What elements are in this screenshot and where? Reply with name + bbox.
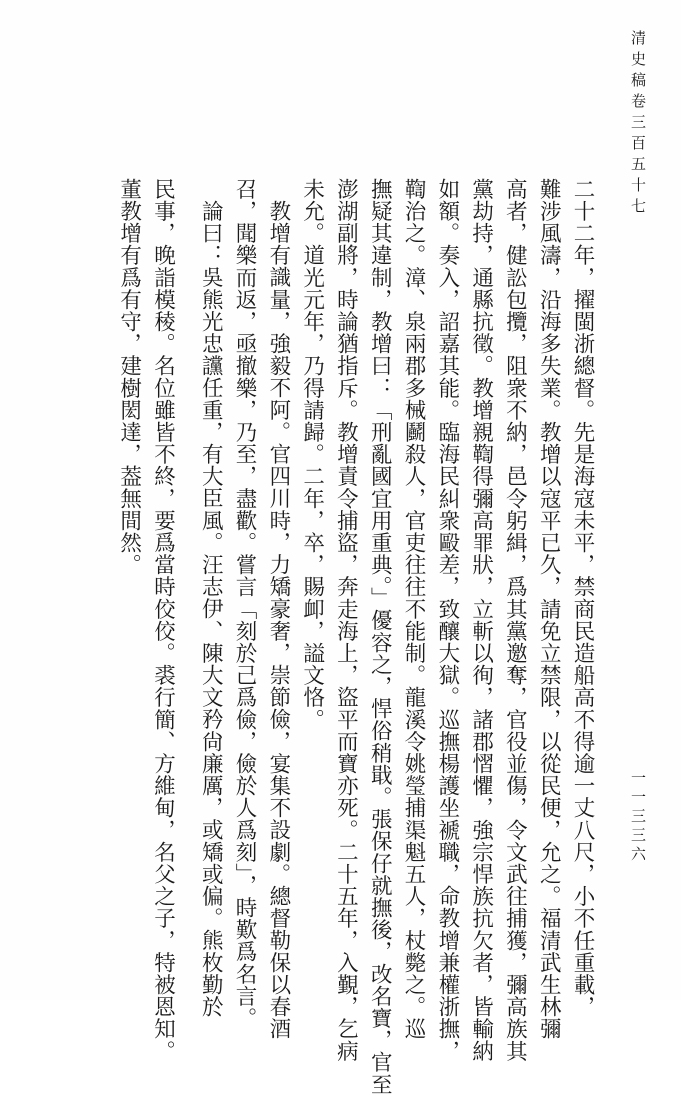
body-text [112,178,599,1095]
text-column-7: 撫疑其違制，教增曰：「刑亂國宜用重典。」優容之，悍俗稍戢。張保仔就撫後，改名寶，官至 [367,178,393,1095]
text-column-11: 召，聞樂而返，亟撤樂，乃至，盡歡。嘗言「刻於己爲儉，儉於人爲刻」，時歎爲名言。 [232,178,258,1030]
text-column-12: 論曰：吳熊光忠讜任重，有大臣風。汪志伊、陳大文矜尙廉厲，或矯或偏。熊枚勤於 [198,200,224,1018]
page-number: 一一三三六 [629,770,647,865]
text-column-10: 教增有識量，強毅不阿。官四川時，力矯豪奢，崇節儉，宴集不設劇。總督勒保以春酒 [265,200,291,1040]
text-column-14: 董教增有爲有守，建樹閎達，葢無間然。 [116,178,142,576]
text-column-4: 黨劫持，通縣抗徵。教增親鞫得彌高罪狀，立斬以徇，諸郡慴懼，強宗悍族抗欠者，皆輸納 [468,178,494,1062]
text-column-5: 如額。奏入，詔嘉其能。臨海民糾衆毆差，致釀大獄。巡撫楊護坐褫職，命教增兼權浙撫， [434,178,460,1062]
text-column-13: 民事，晚詣模稜。名位雖皆不終，要爲當時佼佼。裘行簡、方維甸，名父之子，特被恩知。 [150,178,176,1062]
running-title: 清史稿卷三百五十七 [629,30,647,219]
text-column-8: 澎湖副將，時論猶指斥。教增責令捕盜，奔走海上，盜平而寶亦死。二十五年，入覲，乞病 [333,178,359,1062]
text-column-2: 難涉風濤，沿海多失業。教增以寇平已久，請免立禁限，以從民便，允之。福清武生林彌 [536,178,562,1040]
text-column-9: 未允。道光元年，乃得請歸。二年，卒，賜卹，謚文恪。 [299,178,325,731]
text-column-1: 二十二年，擢閩浙總督。先是海寇未平，禁商民造船高不得逾一丈八尺，小不任重載， [570,178,595,1018]
text-column-6: 鞫治之。漳、泉兩郡多械鬬殺人，官吏往往不能制。龍溪令姚瑩捕渠魁五人，杖斃之。巡 [401,178,427,1040]
text-column-3: 高者，健訟包攬，阻衆不納，邑令躬緝，爲其黨邀奪，官役並傷，令文武往捕獲，彌高族其 [502,178,528,1062]
